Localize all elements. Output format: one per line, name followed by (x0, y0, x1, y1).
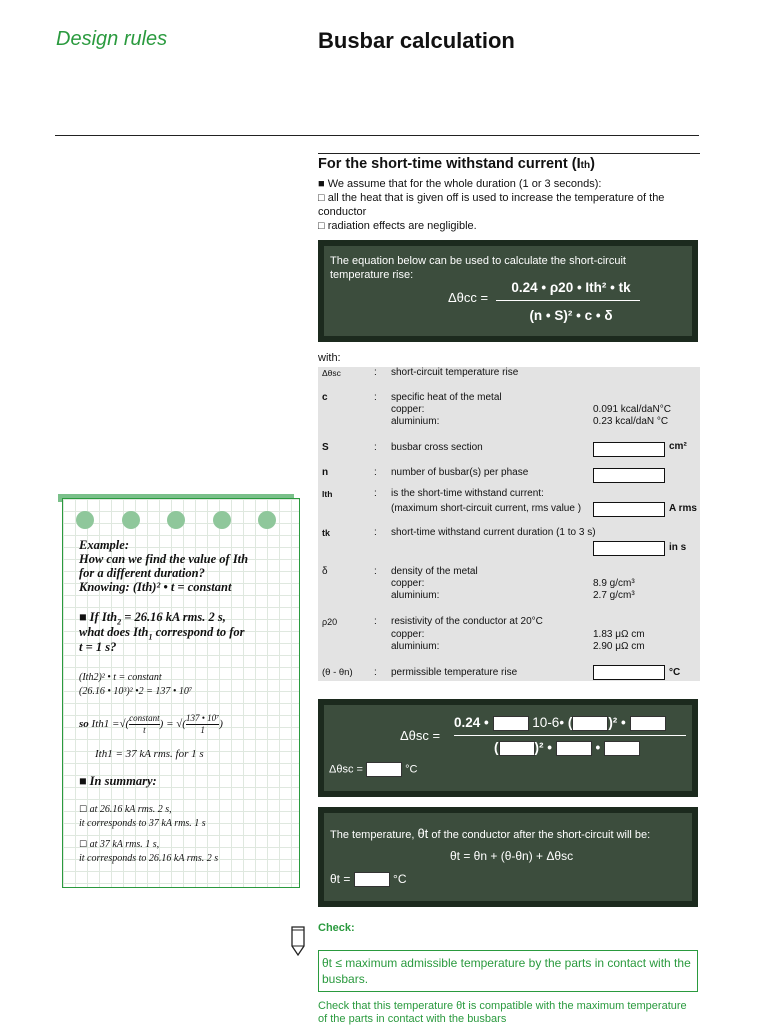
equation-intro: The equation below can be used to calculate the short-circuit temperature rise: (330, 255, 626, 281)
summary-item: it corresponds to 26.16 kA rms. 2 s (79, 853, 219, 864)
var-desc: is the short-time withstand current: (391, 488, 544, 499)
calc-input[interactable] (499, 741, 535, 756)
summary-item: ☐ at 26.16 kA rms. 2 s, (79, 804, 172, 815)
calculation-box (318, 699, 698, 797)
binder-ring-icon (167, 511, 185, 529)
section-name: Design rules (56, 28, 168, 50)
var-sub-value: 2.90 μΩ cm (593, 641, 645, 652)
var-desc: permissible temperature rise (391, 667, 518, 678)
section-title: For the short-time withstand current (Ith) (318, 156, 595, 172)
example-question: How can we find the value of Ith (79, 552, 249, 566)
example-if: t = 1 s? (79, 640, 117, 654)
calc-input[interactable] (572, 716, 608, 731)
temp-intro: The temperature, θt of the conductor after the short-circuit will be: (330, 826, 651, 841)
var-desc: short-time withstand current duration (1 to 3 s) (391, 527, 596, 538)
var-symbol: ρ20 (322, 617, 338, 627)
var-colon: : (374, 616, 377, 627)
var-desc: resistivity of the conductor at 20°C (391, 616, 543, 627)
assumption-point: □ all the heat that is given off is used to increase the temperature of the conductor (318, 192, 665, 218)
calc-denominator: ( )² • • (494, 740, 640, 756)
binder-ring-icon (122, 511, 140, 529)
var-colon: : (374, 442, 377, 453)
temp-result: θt = °C (330, 872, 407, 886)
var-desc: specific heat of the metal (391, 392, 502, 403)
var-sub-label: copper: (391, 404, 425, 415)
var-sub-value: 0.23 kcal/daN °C (593, 416, 669, 427)
check-footnote: Check that this temperature θt is compatible with the maximum temperature of the parts in contact with the busbars (318, 1000, 687, 1025)
var-sub-value: 0.091 kcal/daN°C (593, 404, 671, 415)
example-heading: Example: (79, 538, 129, 552)
calc-lhs: Δθsc = (400, 728, 441, 743)
assumptions (318, 177, 698, 233)
summary-item: ☐ at 37 kA rms. 1 s, (79, 839, 160, 850)
var-symbol: n (322, 467, 329, 478)
temp-rise-input[interactable] (593, 665, 665, 680)
example-if: what does Ith$_1$ correspond to for (79, 625, 245, 642)
calc-result: Δθsc = °C (329, 763, 418, 776)
summary-item: it corresponds to 37 kA rms. 1 s (79, 818, 206, 829)
var-desc: number of busbar(s) per phase (391, 467, 529, 478)
example-equation: (26.16 • 10³)² •2 = 137 • 10⁷ (79, 686, 193, 697)
example-result: Ith1 = 37 kA rms. for 1 s (95, 748, 204, 760)
header-divider (55, 135, 699, 136)
binder-ring-icon (76, 511, 94, 529)
var-desc: density of the metal (391, 566, 478, 577)
example-if: ■ If Ith$_2$ = 26.16 kA rms. 2 s, (79, 610, 226, 627)
assumption-point: □ radiation effects are negligible. (318, 220, 477, 232)
var-sub-value: 8.9 g/cm³ (593, 578, 635, 589)
var-colon: : (374, 527, 377, 538)
var-desc: short-circuit temperature rise (391, 367, 519, 378)
var-sub-value: 1.83 μΩ cm (593, 629, 645, 640)
var-unit: cm² (669, 441, 687, 452)
example-summary: ■ In summary: (79, 774, 157, 788)
equation-numerator: 0.24 • ρ20 • Ith² • tk (511, 280, 631, 295)
equation-box (318, 240, 698, 342)
var-unit: in s (669, 542, 687, 553)
check-text: θt ≤ maximum admissible temperature by the parts in contact with the busbars. (322, 956, 691, 986)
example-equation: (Ith2)² • t = constant (79, 672, 162, 683)
var-symbol: tk (322, 528, 331, 538)
var-sub-label: aluminium: (391, 590, 440, 601)
example-question: for a different duration? (79, 566, 205, 580)
var-colon: : (374, 488, 377, 499)
with-label: with: (318, 352, 341, 364)
example-card (62, 498, 300, 888)
example-so: so Ith1 =√( constant t ) = √( $\frac{\text{137 • 10⁷}}{1}$ ) (79, 713, 223, 735)
var-symbol: δ (322, 566, 328, 577)
var-symbol: Δθsc (322, 368, 341, 378)
var-unit: °C (669, 667, 681, 678)
var-colon: : (374, 467, 377, 478)
var-symbol: (θ - θn) (322, 667, 353, 678)
var-sub-label: aluminium: (391, 641, 440, 652)
var-colon: : (374, 392, 377, 403)
binder-ring-icon (258, 511, 276, 529)
cross-section-input[interactable] (593, 442, 665, 457)
var-sub-label: copper: (391, 629, 425, 640)
var-desc: busbar cross section (391, 442, 483, 453)
equation-denominator: (n • S)² • c • δ (529, 308, 613, 323)
temperature-box (318, 807, 698, 907)
section-divider (318, 153, 700, 154)
var-sub-value: 2.7 g/cm³ (593, 590, 635, 601)
var-desc-2: (maximum short-circuit current, rms value ) (391, 503, 582, 514)
calc-numerator: 0.24 • 10-6• ( )² • (454, 715, 666, 731)
duration-input[interactable] (593, 541, 665, 556)
var-symbol: S (322, 442, 329, 453)
fraction-bar (454, 735, 686, 736)
page-title: Busbar calculation (318, 28, 515, 53)
equation-lhs: Δθcc = (448, 290, 489, 305)
fraction-bar (496, 300, 640, 301)
assumption-intro: ■ We assume that for the whole duration (1 or 3 seconds): (318, 178, 602, 190)
var-unit: A rms (669, 503, 697, 514)
var-colon: : (374, 566, 377, 577)
var-symbol: Ith (322, 489, 333, 499)
calc-input[interactable] (556, 741, 592, 756)
busbar-count-input[interactable] (593, 468, 665, 483)
calc-input[interactable] (493, 716, 529, 731)
withstand-current-input[interactable] (593, 502, 665, 517)
calc-input[interactable] (604, 741, 640, 756)
result-input[interactable] (366, 762, 402, 777)
var-sub-label: copper: (391, 578, 425, 589)
check-label: Check: (318, 922, 355, 934)
temp-result-input[interactable] (354, 872, 390, 887)
var-colon: : (374, 367, 377, 378)
variables-table (318, 367, 700, 681)
check-box (318, 950, 698, 992)
var-colon: : (374, 667, 377, 678)
calc-input[interactable] (630, 716, 666, 731)
temp-formula: θt = θn + (θ-θn) + Δθsc (450, 849, 574, 863)
binder-ring-icon (213, 511, 231, 529)
example-question: Knowing: (Ith)² • t = constant (79, 580, 232, 594)
pencil-icon (288, 924, 308, 958)
var-sub-label: aluminium: (391, 416, 440, 427)
var-symbol: c (322, 392, 328, 403)
